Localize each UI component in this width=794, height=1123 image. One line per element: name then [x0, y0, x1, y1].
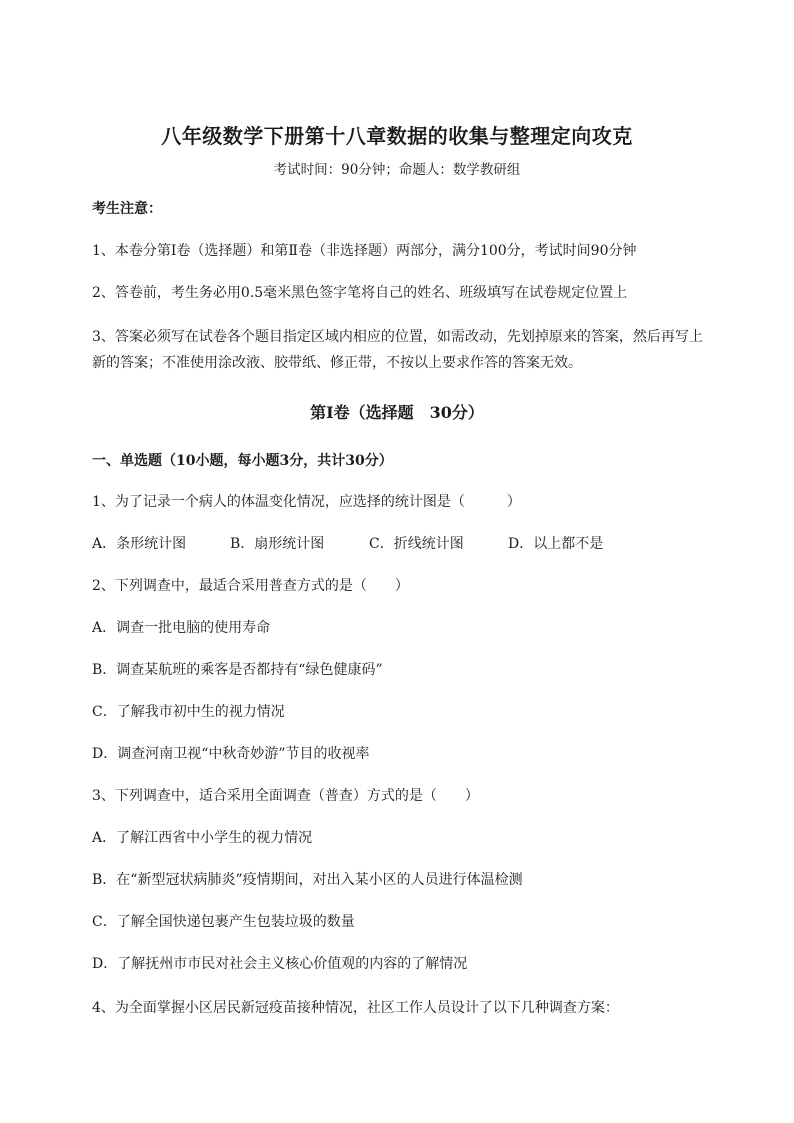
question-1-option-b: B．扇形统计图: [230, 536, 325, 552]
question-3-option-a: A．了解江西省中小学生的视力情况: [92, 830, 313, 846]
notice-item-1: 1、本卷分第I卷（选择题）和第Ⅱ卷（非选择题）两部分，满分100分，考试时间90分钟: [92, 243, 637, 259]
notice-item-3: 3、答案必须写在试卷各个题目指定区域内相应的位置，如需改动，先划掉原来的答案，然后再写上新的答案；不准使用涂改液、胶带纸、修正带，不按以上要求作答的答案无效。: [92, 329, 703, 371]
question-1-stem: 1、为了记录一个病人的体温变化情况，应选择的统计图是（ ）: [92, 494, 521, 510]
question-2-option-d: D．调查河南卫视“中秋奇妙游”节目的收视率: [92, 746, 370, 762]
question-3-option-d: D．了解抚州市市民对社会主义核心价值观的内容的了解情况: [92, 956, 468, 972]
question-1-options: [92, 533, 603, 555]
question-2-option-a: A．调查一批电脑的使用寿命: [92, 620, 271, 636]
part-heading: 一、单选题（10小题，每小题3分，共计30分）: [92, 453, 393, 469]
notice-item-2: 2、答卷前，考生务必用0.5毫米黑色签字笔将自己的姓名、班级填写在试卷规定位置上: [92, 285, 628, 301]
page-title: 八年级数学下册第十八章数据的收集与整理定向攻克: [161, 124, 633, 148]
question-4-stem: 4、为全面掌握小区居民新冠疫苗接种情况，社区工作人员设计了以下几种调查方案：: [92, 1000, 619, 1016]
notice-heading: 考生注意：: [92, 201, 162, 217]
question-1-option-d: D．以上都不是: [508, 536, 604, 552]
question-3-option-c: C．了解全国快递包裹产生包装垃圾的数量: [92, 914, 355, 930]
question-2-stem: 2、下列调查中，最适合采用普查方式的是（ ）: [92, 578, 409, 594]
exam-subtitle: 考试时间：90分钟；命题人：数学教研组: [273, 162, 521, 178]
question-1-option-a: A．条形统计图: [92, 536, 187, 552]
question-3-stem: 3、下列调查中，适合采用全面调查（普查）方式的是（ ）: [92, 788, 479, 804]
section-title: 第I卷（选择题 30分）: [310, 403, 484, 422]
question-1-option-c: C．折线统计图: [369, 536, 464, 552]
question-2-option-c: C．了解我市初中生的视力情况: [92, 704, 285, 720]
question-2-option-b: B．调查某航班的乘客是否都持有“绿色健康码”: [92, 662, 383, 678]
question-3-option-b: B．在“新型冠状病肺炎”疫情期间，对出入某小区的人员进行体温检测: [92, 872, 523, 888]
